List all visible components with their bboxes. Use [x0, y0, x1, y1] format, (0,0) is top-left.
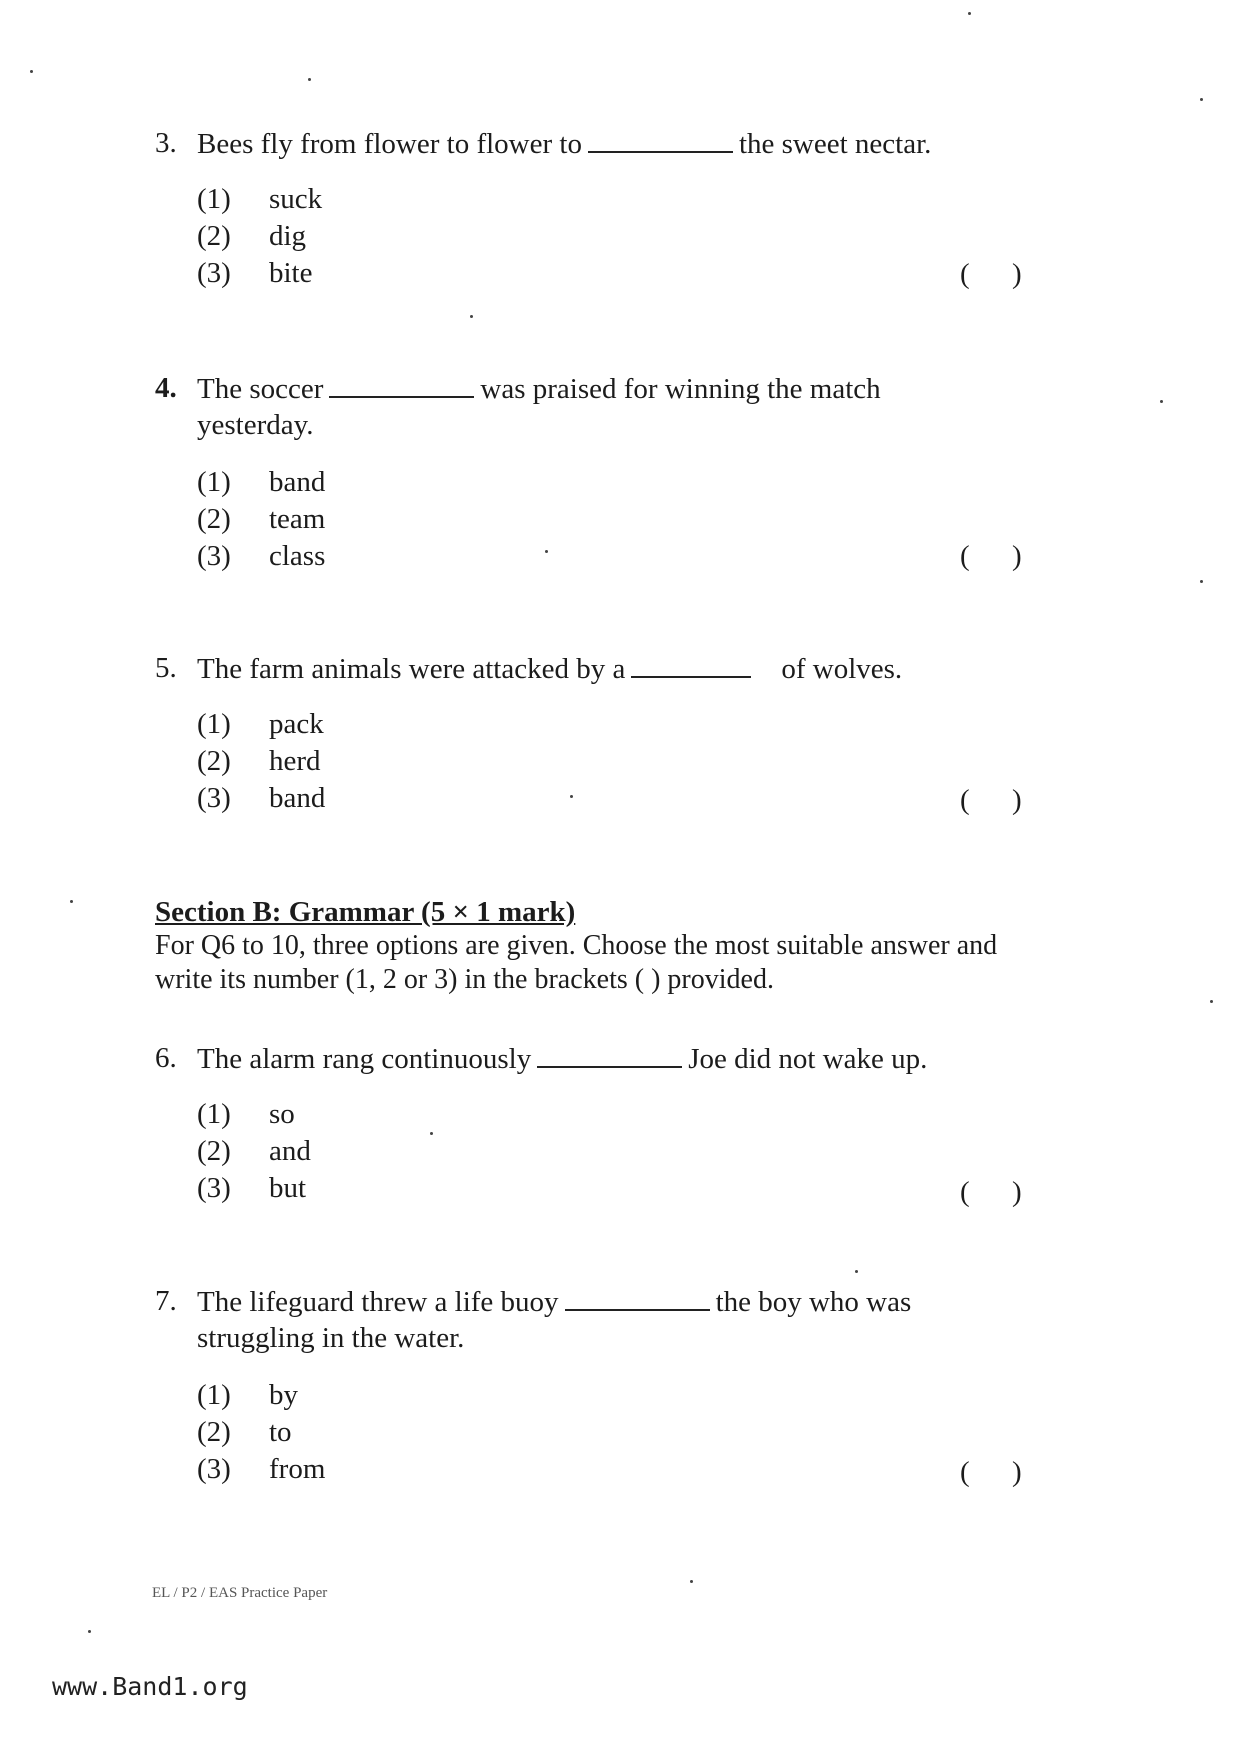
- stem-before-blank: Bees fly from flower to flower to: [197, 128, 582, 160]
- option-text: so: [269, 1098, 295, 1130]
- answer-bracket[interactable]: [960, 784, 1064, 817]
- stem-before-blank: The farm animals were attacked by a: [197, 653, 626, 685]
- section-heading: Section B: Grammar (5 × 1 mark): [155, 896, 576, 928]
- stem-before-blank: The soccer: [197, 373, 324, 405]
- option-number: (3): [197, 1172, 231, 1204]
- option-text: herd: [269, 745, 321, 777]
- option-number: (3): [197, 540, 231, 572]
- scan-speck: [1200, 98, 1203, 101]
- option-number: (2): [197, 745, 231, 777]
- bracket-close: ): [1012, 258, 1022, 290]
- question-stem: [197, 370, 977, 443]
- option-text: pack: [269, 708, 324, 740]
- option-text: by: [269, 1379, 298, 1411]
- scan-speck: [470, 315, 473, 318]
- bracket-close: ): [1012, 1456, 1022, 1488]
- scan-speck: [1160, 400, 1163, 403]
- option-number: (1): [197, 708, 231, 740]
- bracket-open: (: [960, 258, 970, 290]
- stem-before-blank: The lifeguard threw a life buoy: [197, 1286, 559, 1318]
- scan-speck: [690, 1580, 693, 1583]
- option-text: bite: [269, 257, 313, 289]
- question-number: 3.: [155, 127, 177, 159]
- question-number: 4.: [155, 372, 177, 404]
- option-number: (3): [197, 1453, 231, 1485]
- bracket-open: (: [960, 1456, 970, 1488]
- option-text: and: [269, 1135, 311, 1167]
- answer-blank: [329, 370, 474, 398]
- question-4: [155, 370, 1045, 572]
- answer-blank: [588, 125, 733, 153]
- scan-speck: [968, 12, 971, 15]
- scan-speck: [430, 1132, 433, 1135]
- section-b: [155, 895, 1055, 997]
- stem-before-blank: The alarm rang continuously: [197, 1043, 532, 1075]
- question-number: 7.: [155, 1285, 177, 1317]
- stem-after-blank: Joe did not wake up.: [688, 1043, 928, 1075]
- option-text: band: [269, 782, 326, 814]
- option-number: (2): [197, 220, 231, 252]
- scan-speck: [545, 550, 548, 553]
- stem-after-blank: the sweet nectar.: [738, 128, 932, 160]
- option-number: (2): [197, 503, 231, 535]
- option-number: (2): [197, 1135, 231, 1167]
- bracket-close: ): [1012, 784, 1022, 816]
- footer-code: EL / P2 / EAS Practice Paper: [152, 1585, 328, 1601]
- question-5: [155, 650, 1045, 814]
- option-number: (1): [197, 466, 231, 498]
- question-7: [155, 1283, 1045, 1485]
- answer-blank: [565, 1283, 710, 1311]
- option-text: class: [269, 540, 326, 572]
- bracket-open: (: [960, 540, 970, 572]
- option-number: (3): [197, 257, 231, 289]
- question-stem: [197, 125, 1045, 162]
- option-text: from: [269, 1453, 326, 1485]
- bracket-open: (: [960, 1176, 970, 1208]
- stem-after-blank: of wolves.: [781, 653, 903, 685]
- scan-speck: [570, 795, 573, 798]
- question-stem: [197, 1283, 997, 1356]
- option-text: to: [269, 1416, 292, 1448]
- option-number: (1): [197, 1379, 231, 1411]
- option-text: suck: [269, 183, 323, 215]
- question-number: 6.: [155, 1042, 177, 1074]
- answer-bracket[interactable]: [960, 540, 1064, 573]
- option-text: band: [269, 466, 326, 498]
- bracket-close: ): [1012, 540, 1022, 572]
- scan-speck: [88, 1630, 91, 1633]
- question-6: [155, 1040, 1045, 1204]
- website-url: www.Band1.org: [52, 1672, 248, 1701]
- option-number: (2): [197, 1416, 231, 1448]
- question-stem: [197, 650, 1045, 687]
- bracket-close: ): [1012, 1176, 1022, 1208]
- option-text: dig: [269, 220, 307, 252]
- bracket-open: (: [960, 784, 970, 816]
- option-text: team: [269, 503, 326, 535]
- section-instructions: For Q6 to 10, three options are given. Choose the most suitable answer and write its number (1, 2 or 3) in the brackets ( ) provided.: [155, 930, 998, 995]
- answer-bracket[interactable]: [960, 1456, 1064, 1489]
- scan-speck: [855, 1270, 858, 1273]
- option-number: (1): [197, 183, 231, 215]
- question-3: [155, 125, 1045, 289]
- option-number: (3): [197, 782, 231, 814]
- scan-speck: [70, 900, 73, 903]
- stem-after-blank: the boy who was struggling in the water.: [197, 1286, 912, 1354]
- option-number: (1): [197, 1098, 231, 1130]
- scan-speck: [1200, 580, 1203, 583]
- question-stem: [197, 1040, 1045, 1077]
- answer-blank: [631, 650, 751, 678]
- stem-after-blank: was praised for winning the match yesterday.: [197, 373, 881, 441]
- scan-speck: [308, 78, 311, 81]
- option-text: but: [269, 1172, 307, 1204]
- question-number: 5.: [155, 652, 177, 684]
- scan-speck: [1210, 1000, 1213, 1003]
- answer-blank: [537, 1040, 682, 1068]
- scan-speck: [30, 70, 33, 73]
- answer-bracket[interactable]: [960, 1176, 1064, 1209]
- answer-bracket[interactable]: [960, 258, 1064, 291]
